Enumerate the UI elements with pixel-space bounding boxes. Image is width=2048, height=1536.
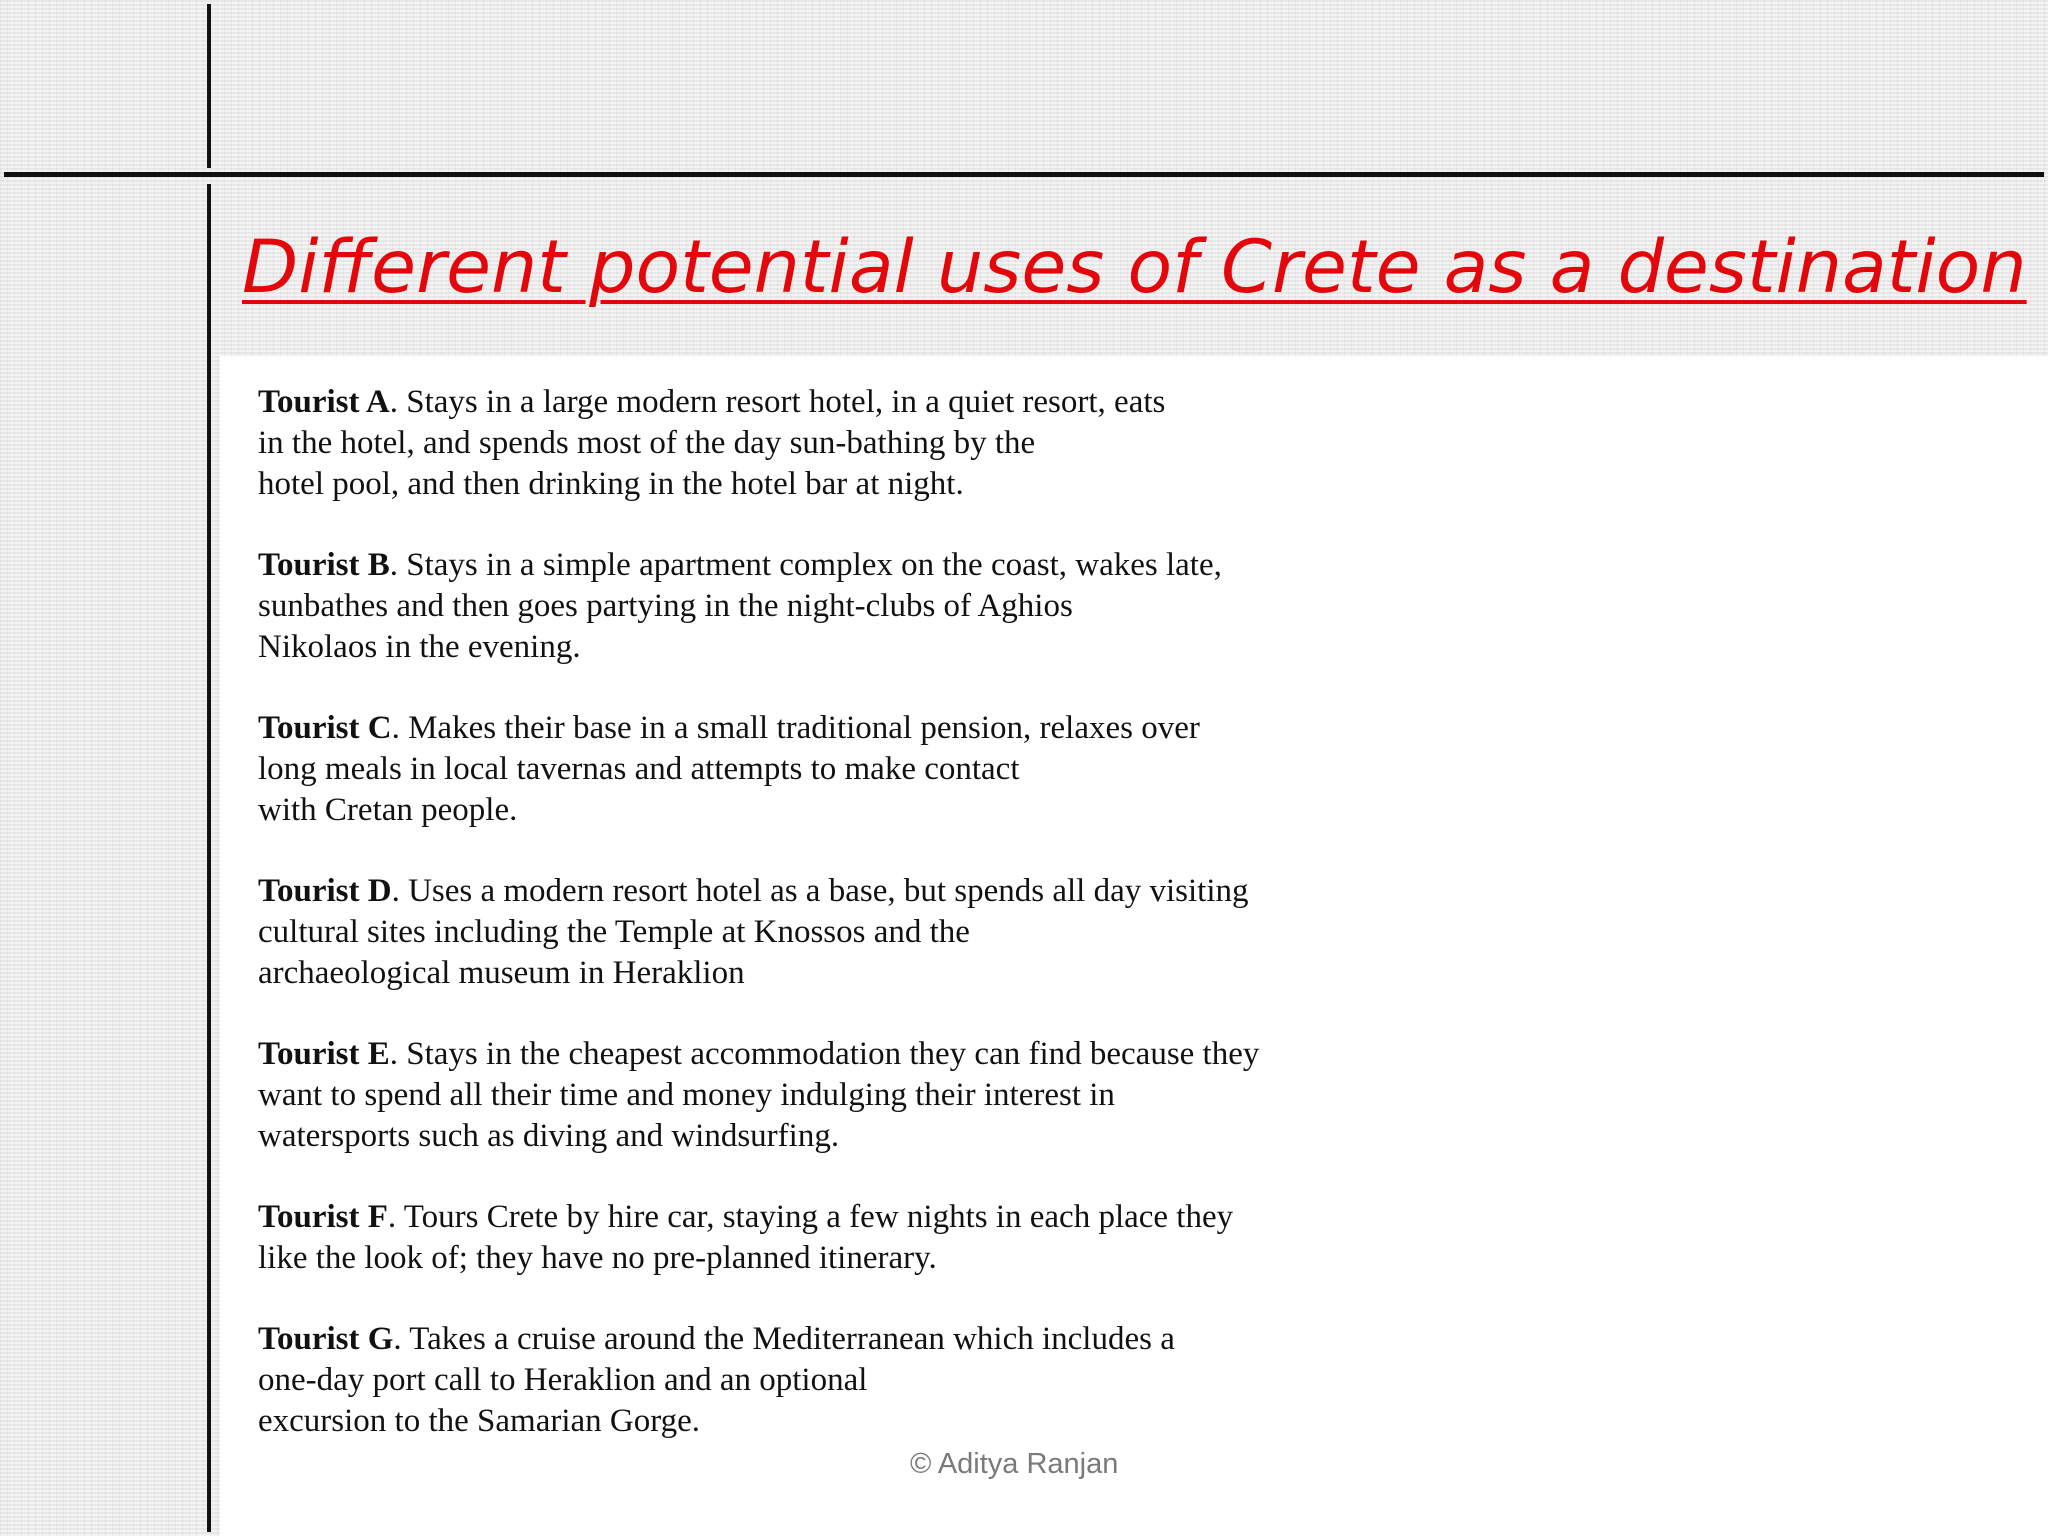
vertical-rule-main <box>207 184 211 1532</box>
entry-text: . Uses a modern resort hotel as a base, but spends all day visiting <box>391 873 1249 909</box>
entry-line <box>258 1319 1658 1360</box>
entry-line: want to spend all their time and money indulging their interest in <box>258 1077 1115 1113</box>
tourist-label: Tourist D <box>258 873 392 909</box>
entry-line: sunbathes and then goes partying in the night-clubs of Aghios <box>258 588 1073 624</box>
entry-text: . Stays in a simple apartment complex on the coast, wakes late, <box>389 547 1222 583</box>
entry-line: like the look of; they have no pre-planned itinerary. <box>258 1240 937 1276</box>
tourist-entry <box>258 545 1658 708</box>
tourist-label: Tourist B <box>258 547 390 583</box>
tourist-list <box>258 382 1658 1482</box>
tourist-label: Tourist C <box>258 710 392 746</box>
slide-title: Different potential uses of Crete as a destination <box>242 225 2027 310</box>
entry-line <box>258 382 1658 423</box>
tourist-entry <box>258 1034 1658 1197</box>
horizontal-rule <box>4 172 2044 177</box>
entry-line <box>258 871 1658 912</box>
entry-line <box>258 1197 1658 1238</box>
entry-text: . Makes their base in a small traditional pension, relaxes over <box>391 710 1200 746</box>
tourist-label: Tourist G <box>258 1321 394 1357</box>
tourist-label: Tourist F <box>258 1199 388 1235</box>
entry-line: one-day port call to Heraklion and an optional <box>258 1362 868 1398</box>
entry-text: . Tours Crete by hire car, staying a few nights in each place they <box>387 1199 1234 1235</box>
entry-line <box>258 545 1658 586</box>
entry-line <box>258 1034 1658 1075</box>
entry-text: . Stays in the cheapest accommodation they can find because they <box>389 1036 1260 1072</box>
entry-line: Nikolaos in the evening. <box>258 629 581 665</box>
entry-text: . Takes a cruise around the Mediterranean which includes a <box>393 1321 1175 1357</box>
entry-line: archaeological museum in Heraklion <box>258 955 745 991</box>
tourist-entry <box>258 382 1658 545</box>
entry-line: with Cretan people. <box>258 792 518 828</box>
entry-line <box>258 708 1658 749</box>
tourist-entry <box>258 708 1658 871</box>
entry-line: in the hotel, and spends most of the day sun-bathing by the <box>258 425 1036 461</box>
vertical-rule-top <box>207 4 211 168</box>
tourist-entry <box>258 871 1658 1034</box>
entry-line: cultural sites including the Temple at Knossos and the <box>258 914 970 950</box>
tourist-label: Tourist A <box>258 384 390 420</box>
entry-line: long meals in local tavernas and attempts to make contact <box>258 751 1020 787</box>
entry-line: excursion to the Samarian Gorge. <box>258 1403 701 1439</box>
tourist-label: Tourist E <box>258 1036 390 1072</box>
copyright-footer: © Aditya Ranjan <box>910 1448 1119 1480</box>
entry-text: . Stays in a large modern resort hotel, in a quiet resort, eats <box>389 384 1166 420</box>
entry-line: hotel pool, and then drinking in the hotel bar at night. <box>258 466 964 502</box>
entry-line: watersports such as diving and windsurfing. <box>258 1118 840 1154</box>
